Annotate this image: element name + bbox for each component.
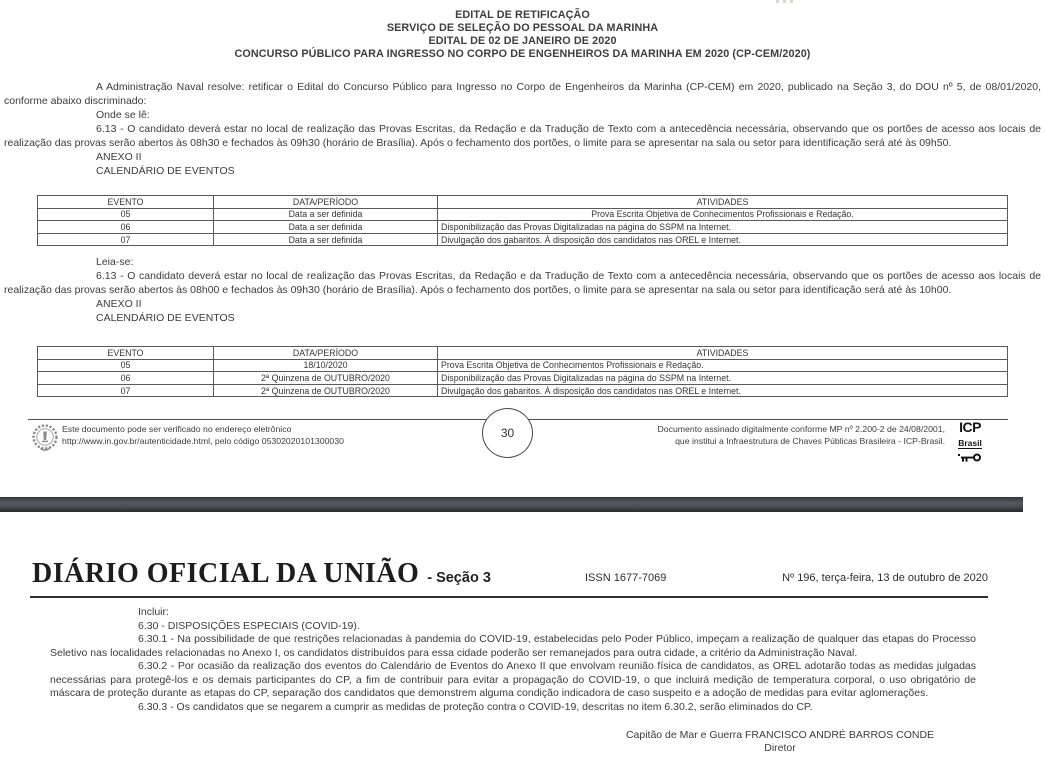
cell-data-periodo: 18/10/2020	[214, 359, 438, 372]
col-header-evento: EVENTO	[38, 347, 214, 360]
item-613-old: 6.13 - O candidato deverá estar no local de realização das Provas Escritas, da Redação e da Tradução de Texto com a antecedência necessária, observando que os portões de acesso aos locais de realização das provas serão abertos às 08h30 e fechados às 09h30 (horário de Brasília). Após o fechamento dos portões, o limite para se apresentar na sala ou setor para identificação será até às 09h50.	[4, 123, 1041, 149]
covid-provisions-section	[50, 606, 976, 714]
item-6303: 6.30.3 - Os candidatos que se negarem a cumprir as medidas de proteção contra o COVID-19, descritas no item 6.30.2, serão eliminados do CP.	[138, 700, 813, 713]
verification-note	[62, 424, 344, 447]
calendario-label: CALENDÁRIO DE EVENTOS	[96, 312, 235, 324]
cell-data-periodo: 2ª Quinzena de OUTUBRO/2020	[214, 372, 438, 385]
cell-atividade: Divulgação dos gabaritos. À disposição dos candidatos nas OREL e Internet.	[438, 233, 1008, 246]
dou-masthead-title: DIÁRIO OFICIAL DA UNIÃO	[32, 558, 420, 589]
cell-evento: 05	[38, 208, 214, 221]
col-header-data-periodo: DATA/PERÍODO	[214, 347, 438, 360]
signed-line2: que institui a Infraestrutura de Chaves Públicas Brasileira - ICP-Brasil.	[675, 435, 945, 446]
cell-atividade: Prova Escrita Objetiva de Conhecimentos Profissionais e Redação.	[438, 359, 1008, 372]
imprensa-nacional-seal-icon	[31, 421, 59, 460]
intro-paragraph: A Administração Naval resolve: retificar o Edital do Concurso Público para Ingresso no Corpo de Engenheiros da Marinha (CP-CEM) em 2020, publicado na Seção 3, do DOU nº 5, de 08/01/2020, conforme abaixo discriminado:	[4, 81, 1041, 107]
edital-date: EDITAL DE 02 DE JANEIRO DE 2020	[428, 35, 617, 47]
masthead-divider	[30, 596, 988, 598]
leia-se-section	[4, 255, 1041, 325]
col-header-atividades: ATIVIDADES	[438, 347, 1008, 360]
cell-data-periodo: Data a ser definida	[214, 221, 438, 234]
cell-data-periodo: 2ª Quinzena de OUTUBRO/2020	[214, 384, 438, 397]
verification-line1: Este documento pode ser verificado no endereço eletrônico	[62, 424, 292, 434]
item-630: 6.30 - DISPOSIÇÕES ESPECIAIS (COVID-19).	[138, 619, 360, 632]
dou-masthead-section: - Seção 3	[427, 570, 491, 586]
page-separator-bar	[0, 497, 1023, 512]
dou-masthead	[32, 558, 491, 590]
onde-se-le-section	[4, 80, 1041, 178]
icp-key-icon	[951, 451, 989, 467]
anexo-ii-label: ANEXO II	[96, 298, 142, 310]
edital-title: EDITAL DE RETIFICAÇÃO	[455, 9, 590, 21]
cell-evento: 06	[38, 372, 214, 385]
verification-url-line: http://www.in.gov.br/autenticidade.html, pelo código 05302020101300030	[62, 435, 344, 446]
calendario-label: CALENDÁRIO DE EVENTOS	[96, 165, 235, 177]
table-header-row	[38, 347, 1008, 360]
table-row	[38, 359, 1008, 372]
item-6302: 6.30.2 - Por ocasião da realização dos eventos do Calendário de Eventos do Anexo II que envolvam reunião física de candidatos, as OREL adotarão todas as medidas julgadas necessárias para protegê-los e os demais participantes do CP, a fim de contribuir para evitar a propagação do COVID-19, o que incluirá medição de temperatura corporal, o uso obrigatório de máscara de proteção durante as etapas do CP, separação dos candidatos que demonstrem alguma condição indicadora de caso suspeito e a adoção de medidas para evitar aglomerações.	[50, 660, 976, 699]
cell-evento: 06	[38, 221, 214, 234]
edital-concurso: CONCURSO PÚBLICO PARA INGRESSO NO CORPO DE ENGENHEIROS DA MARINHA EM 2020 (CP-CEM/2020)	[234, 48, 811, 60]
page-number-badge	[482, 408, 533, 458]
incluir-label: Incluir:	[138, 606, 169, 618]
item-6301: 6.30.1 - Na possibilidade de que restrições relacionadas à pandemia do COVID-19, estabelecidas pelo Poder Público, impeçam a realização de qualquer das etapas do Processo Seletivo nas localidades relacionadas no Anexo I, os candidatos distribuídos para essa cidade poderão ser remanejados para outra cidade, a critério da Administração Naval.	[50, 633, 976, 659]
cell-atividade: Disponibilização das Provas Digitalizadas na página do SSPM na Internet.	[438, 221, 1008, 234]
signature-name: Capitão de Mar e Guerra FRANCISCO ANDRÉ BARROS CONDE	[625, 729, 935, 741]
cell-evento: 05	[38, 359, 214, 372]
edital-header-block	[0, 9, 1045, 61]
icp-brasil-logo	[951, 420, 989, 467]
table-row	[38, 372, 1008, 385]
cropped-page-artifact	[776, 0, 793, 3]
table-row	[38, 384, 1008, 397]
cell-evento: 07	[38, 384, 214, 397]
signed-line1: Documento assinado digitalmente conforme MP nº 2.200-2 de 24/08/2001,	[657, 424, 945, 434]
signature-block	[520, 729, 1040, 754]
cell-atividade: Divulgação dos gabaritos. À disposição dos candidatos nas OREL e Internet.	[438, 384, 1008, 397]
edition-date-label: Nº 196, terça-feira, 13 de outubro de 2020	[782, 572, 988, 584]
table-header-row	[38, 196, 1008, 209]
cell-evento: 07	[38, 233, 214, 246]
col-header-evento: EVENTO	[38, 196, 214, 209]
calendario-eventos-table-new	[37, 346, 1008, 397]
icp-logo-title: ICP	[959, 419, 981, 435]
leia-se-label: Leia-se:	[96, 256, 134, 268]
onde-se-le-label: Onde se lê:	[96, 109, 150, 121]
item-613-new: 6.13 - O candidato deverá estar no local de realização das Provas Escritas, da Redação e da Tradução de Texto com a antecedência necessária, observando que os portões de acesso aos locais de realização das provas serão abertos às 08h00 e fechados às 09h30 (horário de Brasília). Após o fechamento dos portões, o limite para se apresentar na sala ou setor para identificação será até às 10h00.	[4, 270, 1041, 296]
issn-label: ISSN 1677-7069	[585, 572, 667, 584]
table-row	[38, 221, 1008, 234]
table-row	[38, 233, 1008, 246]
col-header-data-periodo: DATA/PERÍODO	[214, 196, 438, 209]
calendario-eventos-table-old	[37, 195, 1008, 246]
cell-data-periodo: Data a ser definida	[214, 208, 438, 221]
edital-org: SERVIÇO DE SELEÇÃO DO PESSOAL DA MARINHA	[386, 22, 659, 34]
anexo-ii-label: ANEXO II	[96, 151, 142, 163]
table-row	[38, 208, 1008, 221]
cell-data-periodo: Data a ser definida	[214, 233, 438, 246]
cell-atividade: Prova Escrita Objetiva de Conhecimentos Profissionais e Redação.	[438, 208, 1008, 221]
icp-logo-subtitle: Brasil	[958, 438, 982, 448]
digital-signature-note	[658, 424, 945, 447]
col-header-atividades: ATIVIDADES	[438, 196, 1008, 209]
cell-atividade: Disponibilização das Provas Digitalizadas na página do SSPM na Internet.	[438, 372, 1008, 385]
page-number: 30	[500, 426, 515, 440]
signature-role: Diretor	[764, 741, 796, 754]
